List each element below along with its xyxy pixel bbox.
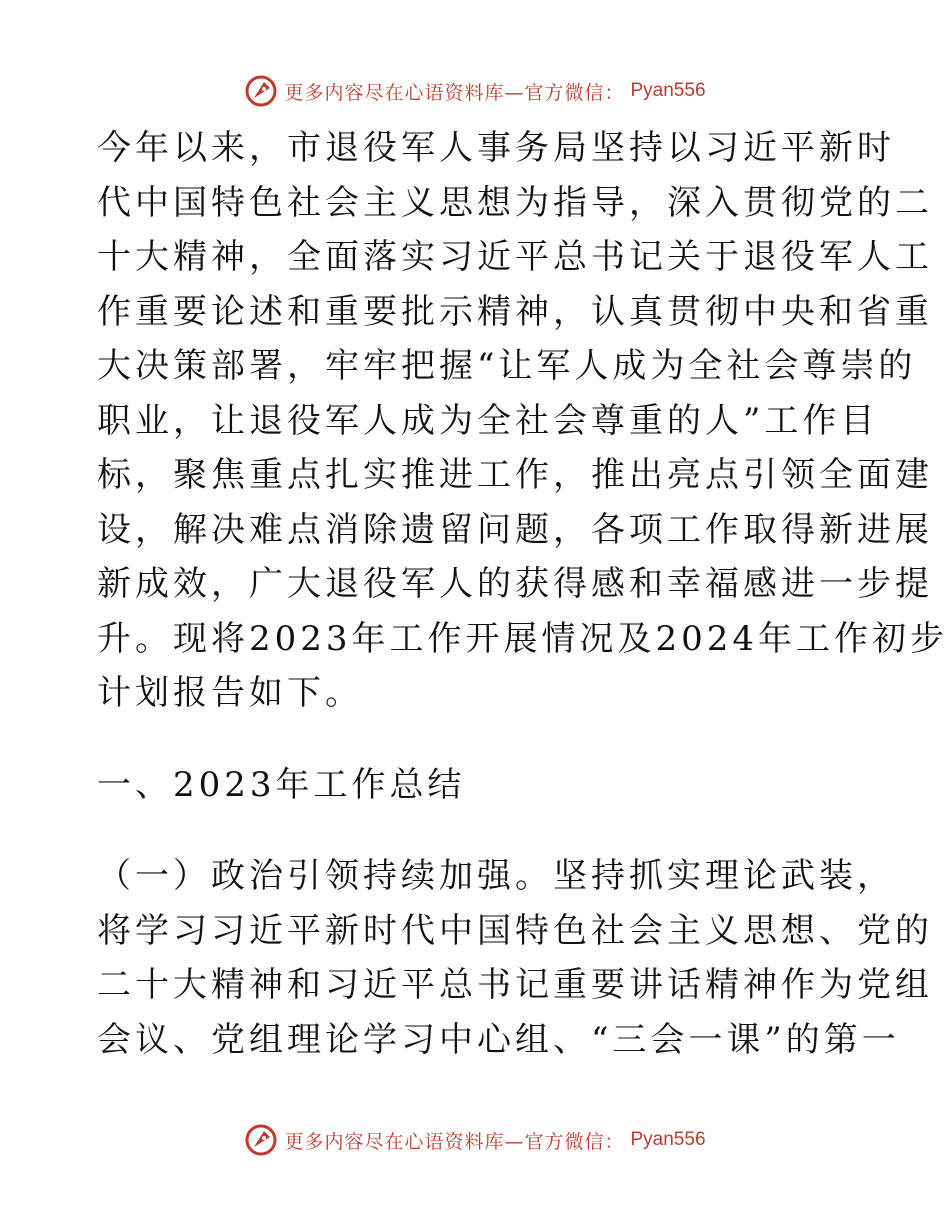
paragraph-line: 大决策部署，牢牢把握“让军人成为全社会尊崇的 — [97, 346, 917, 386]
paragraph-line: 标，聚焦重点扎实推进工作，推出亮点引领全面建 — [97, 455, 933, 495]
paragraph-line: （一）政治引领持续加强。坚持抓实理论武装， — [97, 856, 895, 896]
paragraph-line: 二十大精神和习近平总书记重要讲话精神作为党组 — [97, 965, 933, 1005]
paragraph-line: 会议、党组理论学习中心组、“三会一课”的第一 — [97, 1019, 900, 1060]
watermark-text: 更多内容尽在心语资料库—官方微信： — [284, 81, 625, 104]
paragraph-line: 设，解决难点消除遗留问题，各项工作取得新进展 — [97, 509, 933, 550]
paragraph-line: 将学习习近平新时代中国特色社会主义思想、党的 — [97, 910, 933, 951]
paragraph-line: 十大精神，全面落实习近平总书记关于退役军人工 — [97, 237, 933, 277]
pen-nib-logo-icon — [244, 1123, 278, 1157]
paragraph-line: 代中国特色社会主义思想为指导，深入贯彻党的二 — [97, 182, 933, 223]
watermark-wechat-id: Pyan556 — [630, 80, 706, 101]
section-heading: 一、2023年工作总结 — [97, 764, 466, 805]
paragraph-line: 作重要论述和重要批示精神，认真贯彻中央和省重 — [97, 291, 933, 332]
header-watermark — [0, 74, 950, 108]
paragraph-line: 升。现将2023年工作开展情况及2024年工作初步 — [97, 618, 949, 659]
watermark-wechat-id: Pyan556 — [630, 1129, 706, 1150]
paragraph-line: 职业，让退役军人成为全社会尊重的人”工作目 — [97, 400, 879, 441]
paragraph-line: 计划报告如下。 — [97, 673, 363, 713]
paragraph-line: 新成效，广大退役军人的获得感和幸福感进一步提 — [97, 564, 933, 604]
document-body — [97, 121, 949, 1067]
footer-watermark — [0, 1123, 950, 1157]
paragraph-line: 今年以来，市退役军人事务局坚持以习近平新时 — [97, 128, 895, 168]
pen-nib-logo-icon — [244, 74, 278, 108]
watermark-text: 更多内容尽在心语资料库—官方微信： — [284, 1130, 625, 1153]
